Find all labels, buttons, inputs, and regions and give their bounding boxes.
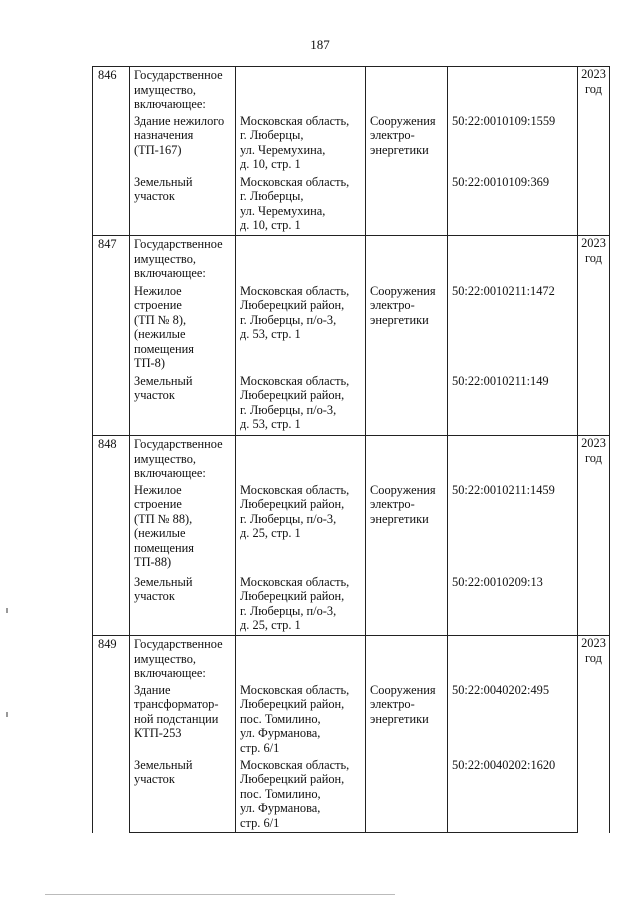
item-purpose: Сооружения электро- энергетики bbox=[366, 483, 448, 575]
entry-header-row bbox=[93, 436, 610, 483]
item-address: Московская область, г. Люберцы, ул. Черемухина, д. 10, стр. 1 bbox=[236, 175, 366, 236]
table-row bbox=[93, 483, 610, 575]
table-row bbox=[93, 175, 610, 236]
entry-kind: Государственное имущество, включающее: bbox=[130, 236, 236, 284]
entry-cadastral-empty bbox=[448, 636, 578, 683]
entry-kind: Государственное имущество, включающее: bbox=[130, 67, 236, 114]
entry-address-empty bbox=[236, 436, 366, 483]
item-name: Нежилое строение (ТП № 88), (нежилые помещения ТП-88) bbox=[130, 483, 236, 575]
registry-entry bbox=[93, 636, 610, 833]
item-cadastral-number: 50:22:0010211:1459 bbox=[448, 483, 578, 575]
entry-cadastral-empty bbox=[448, 436, 578, 483]
item-name: Здание нежилого назначения (ТП-167) bbox=[130, 114, 236, 175]
item-purpose bbox=[366, 575, 448, 636]
item-purpose: Сооружения электро- энергетики bbox=[366, 683, 448, 758]
entry-number: 849 bbox=[93, 636, 130, 833]
entry-kind: Государственное имущество, включающее: bbox=[130, 436, 236, 483]
scan-artifact-line bbox=[45, 894, 395, 895]
entry-cadastral-empty bbox=[448, 67, 578, 114]
item-name: Земельный участок bbox=[130, 374, 236, 436]
item-purpose bbox=[366, 175, 448, 236]
item-purpose: Сооружения электро- энергетики bbox=[366, 284, 448, 374]
entry-address-empty bbox=[236, 67, 366, 114]
scan-artifact-mark bbox=[6, 712, 8, 717]
item-name: Земельный участок bbox=[130, 175, 236, 236]
table-row bbox=[93, 758, 610, 833]
item-cadastral-number: 50:22:0040202:495 bbox=[448, 683, 578, 758]
item-name: Нежилое строение (ТП № 8), (нежилые помещения ТП-8) bbox=[130, 284, 236, 374]
item-name: Земельный участок bbox=[130, 575, 236, 636]
property-registry-table bbox=[92, 66, 610, 833]
item-address: Московская область, Люберецкий район, г. Люберцы, п/о-3, д. 25, стр. 1 bbox=[236, 483, 366, 575]
entry-purpose-empty bbox=[366, 436, 448, 483]
item-cadastral-number: 50:22:0040202:1620 bbox=[448, 758, 578, 833]
item-address: Московская область, Люберецкий район, пос. Томилино, ул. Фурманова, стр. 6/1 bbox=[236, 683, 366, 758]
item-cadastral-number: 50:22:0010211:149 bbox=[448, 374, 578, 436]
entry-header-row bbox=[93, 636, 610, 683]
registry-entry bbox=[93, 67, 610, 236]
entry-number: 846 bbox=[93, 67, 130, 236]
entry-number: 848 bbox=[93, 436, 130, 636]
entry-year: 2023 год bbox=[578, 436, 610, 636]
item-address: Московская область, г. Люберцы, ул. Черемухина, д. 10, стр. 1 bbox=[236, 114, 366, 175]
item-address: Московская область, Люберецкий район, г. Люберцы, п/о-3, д. 53, стр. 1 bbox=[236, 284, 366, 374]
registry-entry bbox=[93, 236, 610, 436]
item-cadastral-number: 50:22:0010109:369 bbox=[448, 175, 578, 236]
table-row bbox=[93, 575, 610, 636]
entry-purpose-empty bbox=[366, 236, 448, 284]
entry-year: 2023 год bbox=[578, 236, 610, 436]
item-name: Земельный участок bbox=[130, 758, 236, 833]
entry-address-empty bbox=[236, 236, 366, 284]
table-row bbox=[93, 374, 610, 436]
registry-entry bbox=[93, 436, 610, 636]
entry-kind: Государственное имущество, включающее: bbox=[130, 636, 236, 683]
item-purpose bbox=[366, 374, 448, 436]
item-address: Московская область, Люберецкий район, г. Люберцы, п/о-3, д. 53, стр. 1 bbox=[236, 374, 366, 436]
item-cadastral-number: 50:22:0010211:1472 bbox=[448, 284, 578, 374]
entry-header-row bbox=[93, 236, 610, 284]
table-row bbox=[93, 114, 610, 175]
entry-cadastral-empty bbox=[448, 236, 578, 284]
item-cadastral-number: 50:22:0010109:1559 bbox=[448, 114, 578, 175]
scan-artifact-mark bbox=[6, 608, 8, 613]
item-purpose: Сооружения электро- энергетики bbox=[366, 114, 448, 175]
entry-year: 2023 год bbox=[578, 67, 610, 236]
page-number: 187 bbox=[310, 37, 330, 52]
entry-address-empty bbox=[236, 636, 366, 683]
table-row bbox=[93, 683, 610, 758]
entry-purpose-empty bbox=[366, 636, 448, 683]
entry-header-row bbox=[93, 67, 610, 114]
item-address: Московская область, Люберецкий район, г. Люберцы, п/о-3, д. 25, стр. 1 bbox=[236, 575, 366, 636]
item-purpose bbox=[366, 758, 448, 833]
entry-purpose-empty bbox=[366, 67, 448, 114]
item-name: Здание трансформатор- ной подстанции КТП-253 bbox=[130, 683, 236, 758]
entry-number: 847 bbox=[93, 236, 130, 436]
item-address: Московская область, Люберецкий район, пос. Томилино, ул. Фурманова, стр. 6/1 bbox=[236, 758, 366, 833]
entry-year: 2023 год bbox=[578, 636, 610, 833]
item-cadastral-number: 50:22:0010209:13 bbox=[448, 575, 578, 636]
table-row bbox=[93, 284, 610, 374]
